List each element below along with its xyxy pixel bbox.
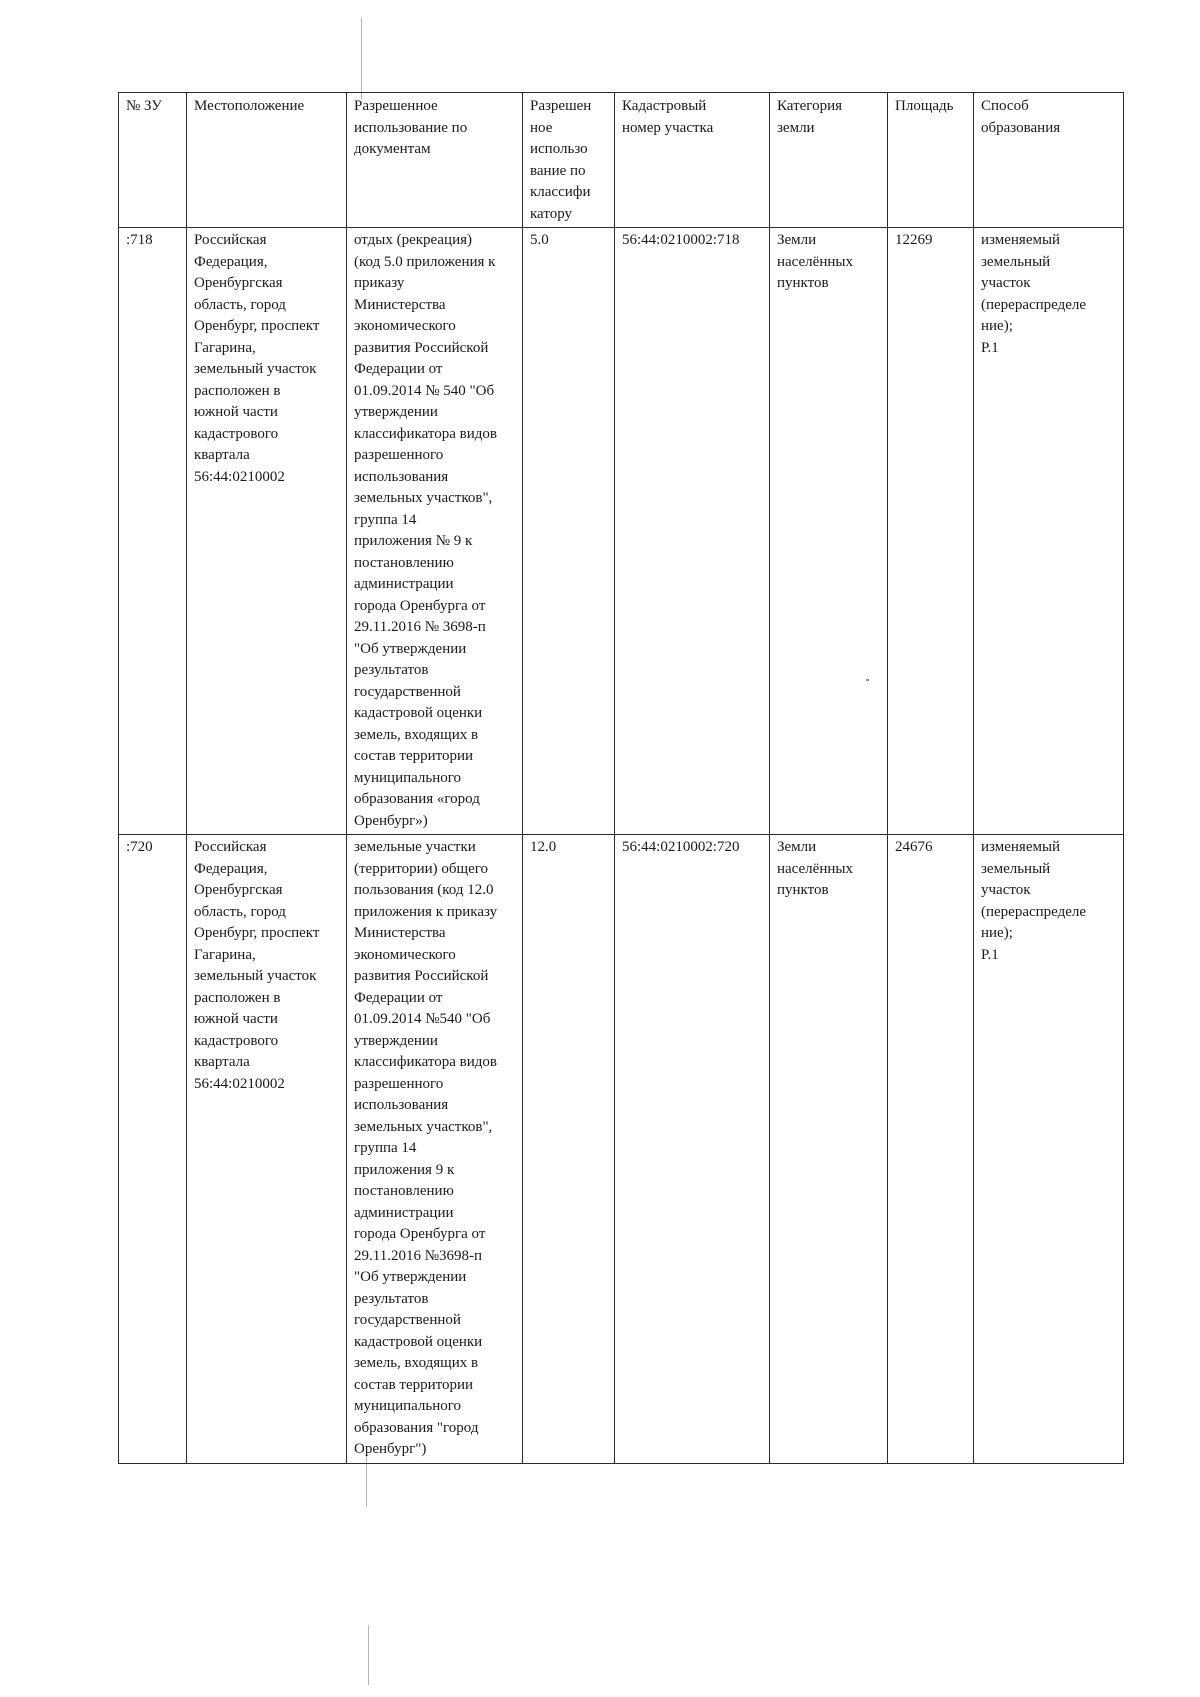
- table-row: [119, 228, 1124, 835]
- header-cadastral-number: Кадастровый номер участка: [615, 93, 770, 228]
- cell-permitted-use-classifier: 5.0: [523, 228, 615, 835]
- header-permitted-use-classifier: Разрешен ное использо вание по классифи катору: [523, 93, 615, 228]
- cell-land-category: Земли населённых пунктов: [770, 228, 888, 835]
- table-row: [119, 835, 1124, 1464]
- cell-location: Российская Федерация, Оренбургская область, город Оренбург, проспект Гагарина, земельный участок расположен в южной части кадастрового квартала 56:44:0210002: [187, 228, 347, 835]
- cell-area: 24676: [888, 835, 974, 1464]
- cell-plot-number: :718: [119, 228, 187, 835]
- scan-artifact-top: [361, 18, 362, 100]
- cell-permitted-use-docs: отдых (рекреация) (код 5.0 приложения к приказу Министерства экономического развития Российской Федерации от 01.09.2014 № 540 "Об утверждении классификатора видов разрешенного использования земельных участков", группа 14 приложения № 9 к постановлению администрации города Оренбурга от 29.11.2016 № 3698-п "Об утверждении результатов государственной кадастровой оценки земель, входящих в состав территории муниципального образования «город Оренбург»): [347, 228, 523, 835]
- cell-area: 12269: [888, 228, 974, 835]
- header-area: Площадь: [888, 93, 974, 228]
- cell-plot-number: :720: [119, 835, 187, 1464]
- land-plots-table: [118, 92, 1124, 1464]
- cell-cadastral-number: 56:44:0210002:718: [615, 228, 770, 835]
- header-row: [119, 93, 1124, 228]
- scan-artifact-bottom-2: [368, 1625, 369, 1685]
- header-permitted-use-docs: Разрешенное использование по документам: [347, 93, 523, 228]
- cell-permitted-use-docs: земельные участки (территории) общего пользования (код 12.0 приложения к приказу Министерства экономического развития Российской Федерации от 01.09.2014 №540 "Об утверждении классификатора видов разрешенного использования земельных участков", группа 14 приложения 9 к постановлению администрации города Оренбурга от 29.11.2016 №3698-п "Об утверждении результатов государственной кадастровой оценки земель, входящих в состав территории муниципального образования "город Оренбург"): [347, 835, 523, 1464]
- header-formation-method: Способ образования: [974, 93, 1124, 228]
- cell-formation-method: изменяемый земельный участок (перераспределе ние); Р.1: [974, 228, 1124, 835]
- cell-permitted-use-classifier: 12.0: [523, 835, 615, 1464]
- cell-formation-method: изменяемый земельный участок (перераспределе ние); Р.1: [974, 835, 1124, 1464]
- header-land-category: Категория земли: [770, 93, 888, 228]
- header-location: Местоположение: [187, 93, 347, 228]
- cell-location: Российская Федерация, Оренбургская область, город Оренбург, проспект Гагарина, земельный участок расположен в южной части кадастрового квартала 56:44:0210002: [187, 835, 347, 1464]
- cell-cadastral-number: 56:44:0210002:720: [615, 835, 770, 1464]
- header-plot-number: № ЗУ: [119, 93, 187, 228]
- cell-land-category: Земли населённых пунктов: [770, 835, 888, 1464]
